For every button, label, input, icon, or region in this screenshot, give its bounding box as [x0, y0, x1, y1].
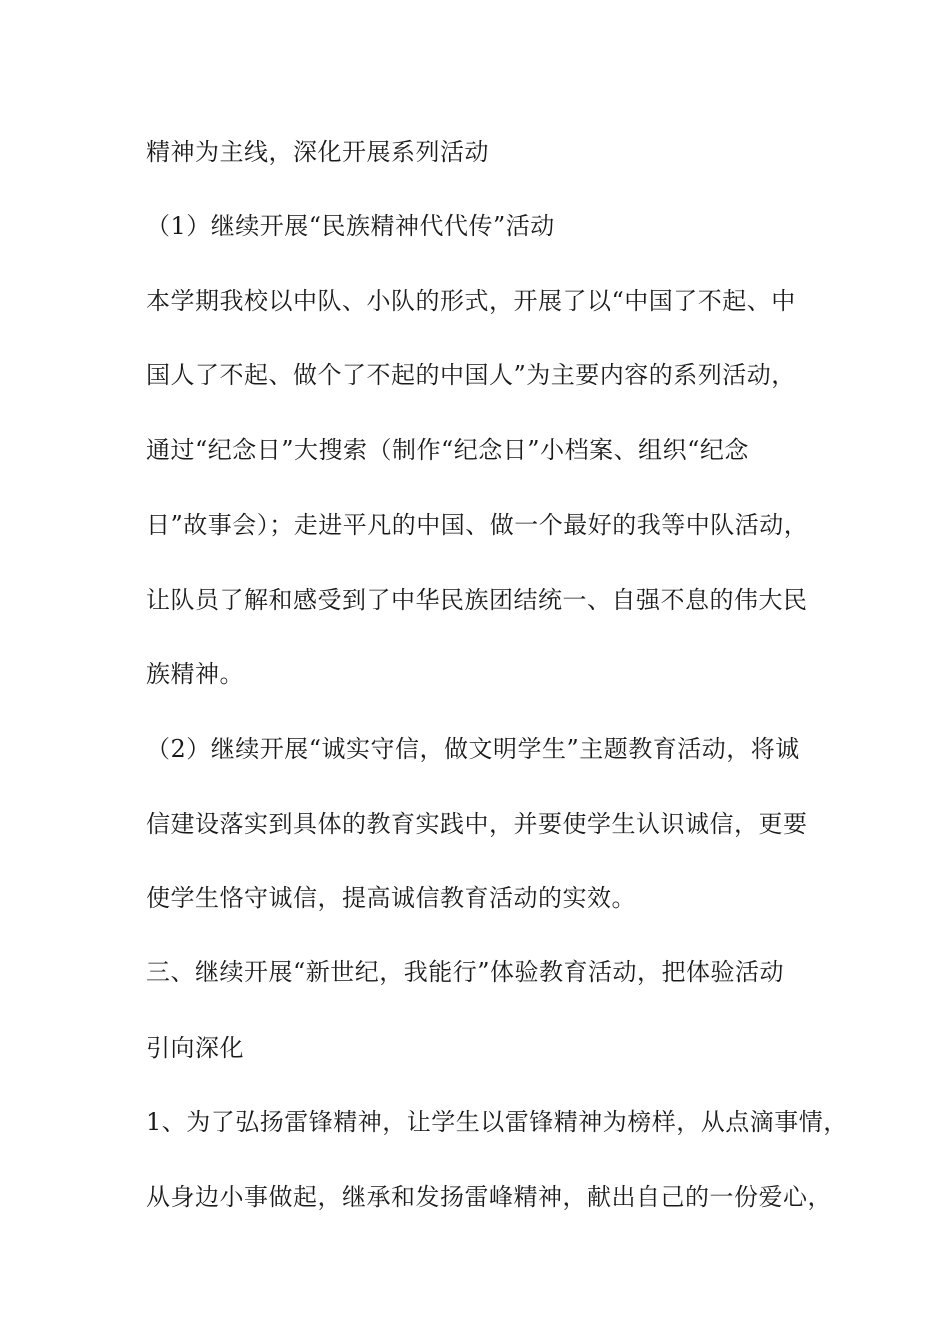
text-line-15: 从身边小事做起，继承和发扬雷峰精神，献出自己的一份爱心，: [146, 1183, 832, 1211]
text-line-6: 日”故事会）；走进平凡的中国、做一个最好的我等中队活动，: [146, 511, 809, 539]
text-line-12: 三、继续开展“新世纪，我能行”体验教育活动，把体验活动: [146, 958, 785, 986]
text-line-14: 1、为了弘扬雷锋精神，让学生以雷锋精神为榜样，从点滴事情，: [146, 1108, 848, 1136]
text-line-2: （1）继续开展“民族精神代代传”活动: [146, 212, 555, 240]
text-line-9: （2）继续开展“诚实守信，做文明学生”主题教育活动，将诚: [146, 735, 800, 763]
text-line-5: 通过“纪念日”大搜索（制作“纪念日”小档案、组织“纪念: [146, 436, 749, 464]
text-line-11: 使学生恪守诚信，提高诚信教育活动的实效。: [146, 884, 636, 912]
text-line-10: 信建设落实到具体的教育实践中，并要使学生认识诚信，更要: [146, 810, 808, 838]
text-line-7: 让队员了解和感受到了中华民族团结统一、自强不息的伟大民: [146, 586, 808, 614]
text-line-13: 引向深化: [146, 1034, 244, 1062]
text-line-4: 国人了不起、做个了不起的中国人”为主要内容的系列活动，: [146, 361, 796, 389]
text-line-3: 本学期我校以中队、小队的形式，开展了以“中国了不起、中: [146, 287, 796, 315]
text-line-1: 精神为主线，深化开展系列活动: [146, 138, 489, 166]
text-line-8: 族精神。: [146, 660, 244, 688]
